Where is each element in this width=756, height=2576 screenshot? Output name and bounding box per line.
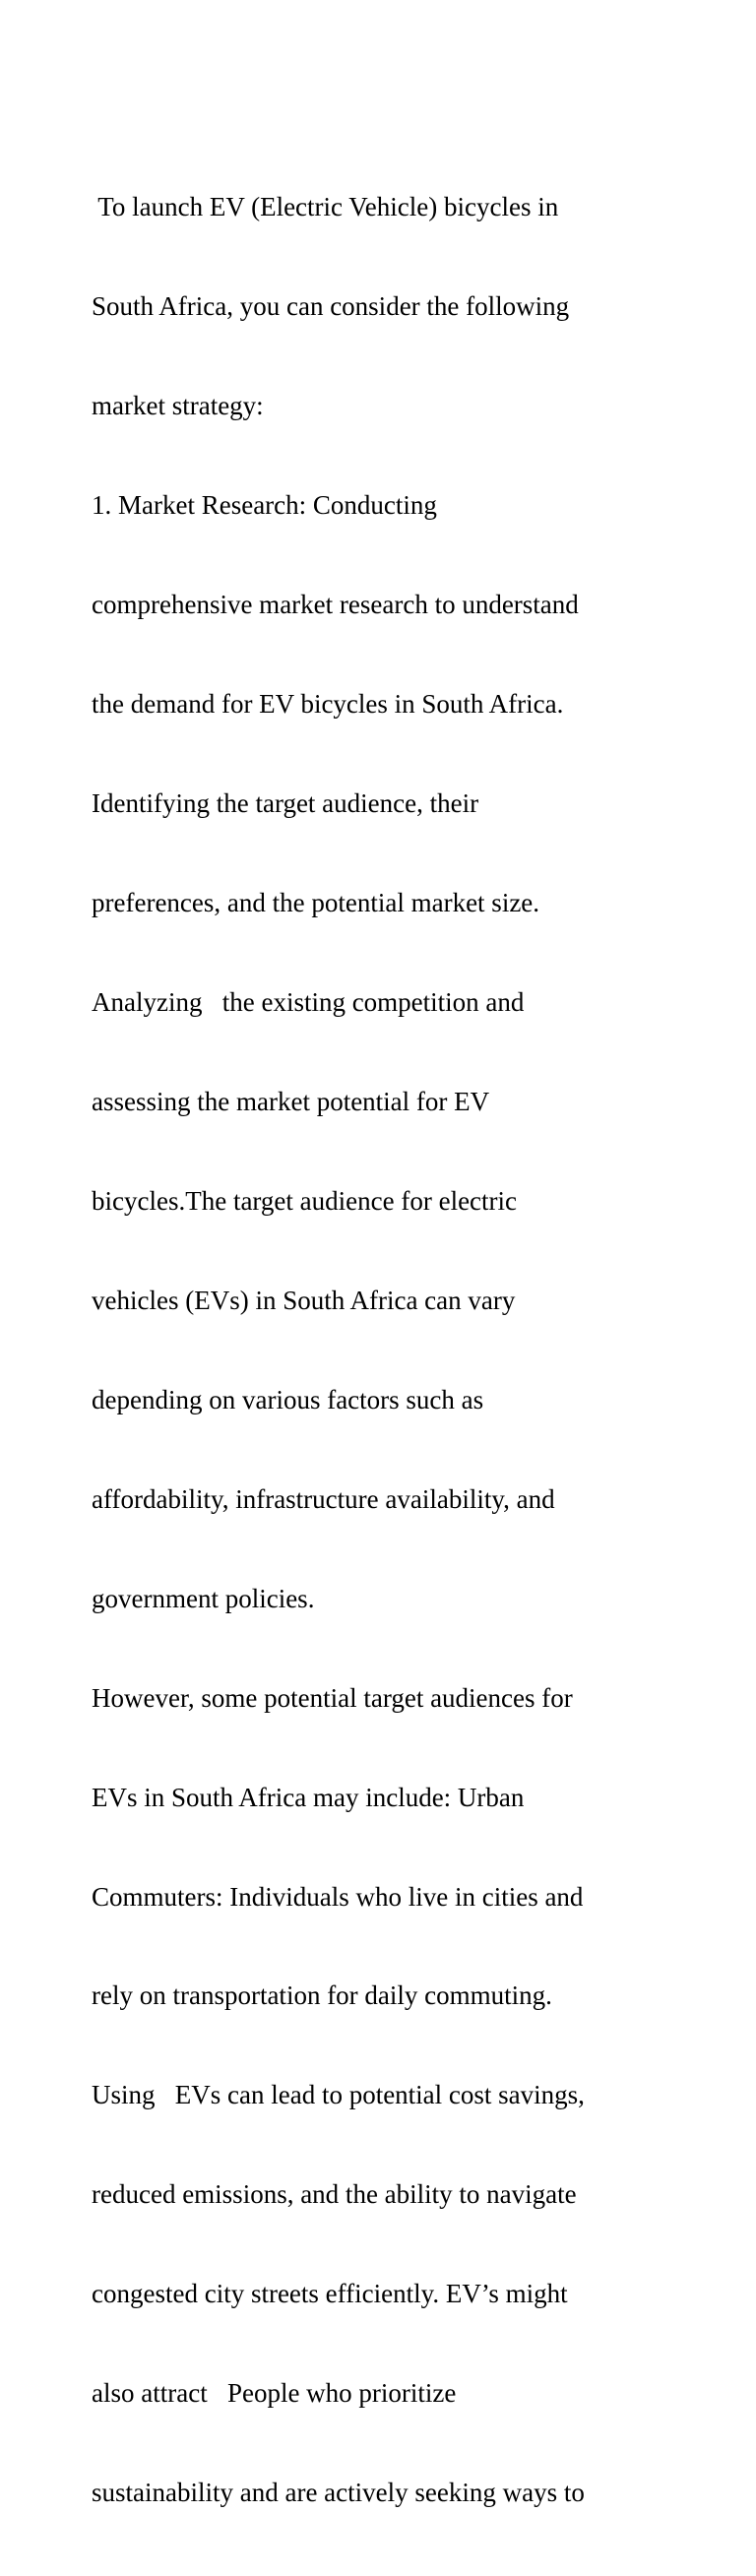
text-line: affordability, infrastructure availability, and [92,1483,555,1514]
text-line: Identifying the target audience, their [92,788,479,819]
text-line: sustainability and are actively seeking ways to [92,2478,585,2508]
text-line: depending on various factors such as [92,1384,484,1414]
text-line: the demand for EV bicycles in South Africa. [92,689,564,720]
text-line: To launch EV (Electric Vehicle) bicycles in [92,192,559,222]
text-line: reduced emissions, and the ability to navigate [92,2179,577,2210]
text-line: preferences, and the potential market size. [92,887,540,917]
text-line: comprehensive market research to understand [92,590,579,620]
text-line: Commuters: Individuals who live in cities and [92,1881,584,1912]
text-line: congested city streets efficiently. EV’s might [92,2279,568,2309]
text-line: Analyzing the existing competition and [92,986,525,1017]
text-line: EVs in South Africa may include: Urban [92,1782,525,1812]
text-line: also attract People who prioritize [92,2378,457,2409]
text-line: 1. Market Research: Conducting [92,490,437,521]
text-line: However, some potential target audiences for [92,1682,573,1713]
text-line: market strategy: [92,391,264,421]
document-body-text [92,125,682,2576]
text-line: bicycles.The target audience for electric [92,1185,518,1216]
text-line: assessing the market potential for EV [92,1086,490,1116]
text-line: South Africa, you can consider the following [92,291,570,322]
text-line: vehicles (EVs) in South Africa can vary [92,1285,516,1315]
text-line: Using EVs can lead to potential cost savings, [92,2080,585,2110]
text-line: rely on transportation for daily commuting. [92,1980,552,2011]
text-line: government policies. [92,1583,315,1613]
